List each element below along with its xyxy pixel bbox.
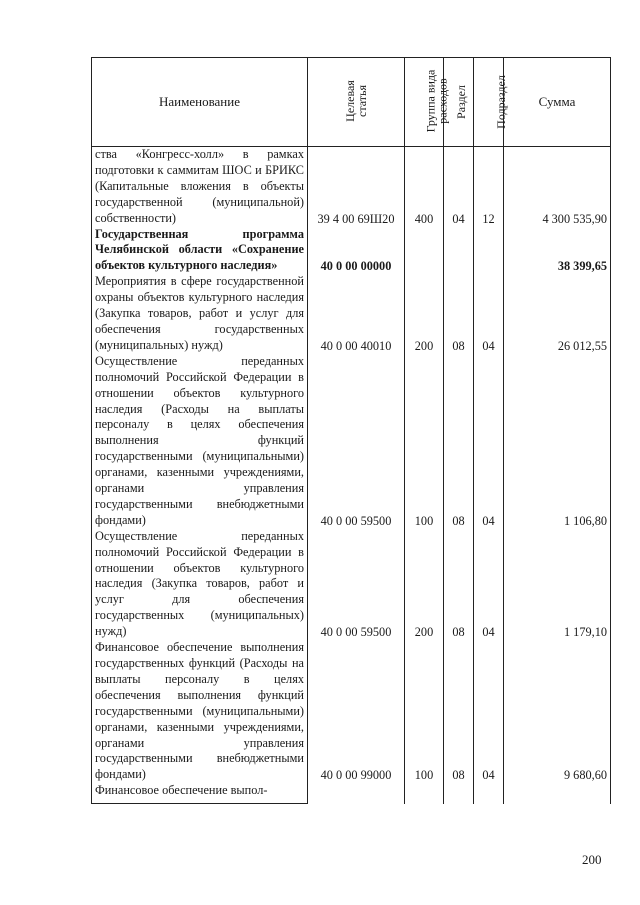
row-section (444, 783, 474, 804)
table-header-row (92, 58, 611, 147)
row-group: 100 (405, 354, 444, 529)
row-group: 200 (405, 274, 444, 354)
row-sum: 38 399,65 (504, 227, 611, 275)
table-row (92, 529, 611, 640)
header-subsection: Подраздел (474, 58, 504, 147)
table-row (92, 640, 611, 783)
row-name: Финансовое обеспечение выпол- (92, 783, 308, 804)
row-subsection: 12 (474, 147, 504, 227)
header-name: Наименование (92, 58, 308, 147)
row-section: 08 (444, 274, 474, 354)
row-name: Осуществление переданных полномочий Российской Федерации в отношении объектов культурного наследия (Закупка товаров, работ и услуг для обеспечения государственных (муниципальных) нужд) (92, 529, 308, 640)
row-section: 04 (444, 147, 474, 227)
row-code: 40 0 00 40010 (308, 274, 405, 354)
page-number: 200 (582, 852, 602, 867)
row-sum: 1 106,80 (504, 354, 611, 529)
row-code: 40 0 00 00000 (308, 227, 405, 275)
row-code: 39 4 00 69Ш20 (308, 147, 405, 227)
table-row (92, 274, 611, 354)
row-group (405, 783, 444, 804)
row-section: 08 (444, 640, 474, 783)
row-subsection: 04 (474, 354, 504, 529)
row-code: 40 0 00 59500 (308, 529, 405, 640)
budget-table (91, 57, 611, 804)
table-row (92, 354, 611, 529)
row-name: Государственная программа Челябинской области «Сохранение объектов культурного наследия» (92, 227, 308, 275)
row-sum (504, 783, 611, 804)
row-group: 200 (405, 529, 444, 640)
header-expense-group: Группа вида расходов (405, 58, 444, 147)
header-target-article: Целевая статья (308, 58, 405, 147)
row-subsection: 04 (474, 640, 504, 783)
row-code: 40 0 00 59500 (308, 354, 405, 529)
row-sum: 1 179,10 (504, 529, 611, 640)
row-section: 08 (444, 354, 474, 529)
row-sum: 4 300 535,90 (504, 147, 611, 227)
table-row (92, 227, 611, 275)
row-name: Осуществление переданных полномочий Российской Федерации в отношении объектов культурного наследия (Расходы на выплаты персоналу в целях обеспечения выполнения функций государственными (муниципальными) органами, казенными учреждениями, органами управления государственными внебюджетными фондами) (92, 354, 308, 529)
row-group (405, 227, 444, 275)
row-name: Мероприятия в сфере государственной охраны объектов культурного наследия (Закупка товаров, работ и услуг для обеспечения государственных (муниципальных) нужд) (92, 274, 308, 354)
row-group: 100 (405, 640, 444, 783)
table-row (92, 783, 611, 804)
row-sum: 9 680,60 (504, 640, 611, 783)
row-subsection: 04 (474, 274, 504, 354)
header-sum: Сумма (504, 58, 611, 147)
row-subsection (474, 783, 504, 804)
row-name: ства «Конгресс-холл» в рамках подготовки к саммитам ШОС и БРИКС (Капитальные вложения в объекты государственной (муниципальной) собственности) (92, 147, 308, 227)
row-subsection (474, 227, 504, 275)
row-name: Финансовое обеспечение выполнения государственных функций (Расходы на выплаты персоналу в целях обеспечения выполнения функций государственными (муниципальными) органами, казенными учреждениями, органами управления государственными внебюджетными фондами) (92, 640, 308, 783)
row-code (308, 783, 405, 804)
header-section: Раздел (444, 58, 474, 147)
row-subsection: 04 (474, 529, 504, 640)
table-row (92, 147, 611, 227)
row-code: 40 0 00 99000 (308, 640, 405, 783)
row-section: 08 (444, 529, 474, 640)
row-sum: 26 012,55 (504, 274, 611, 354)
row-section (444, 227, 474, 275)
row-group: 400 (405, 147, 444, 227)
